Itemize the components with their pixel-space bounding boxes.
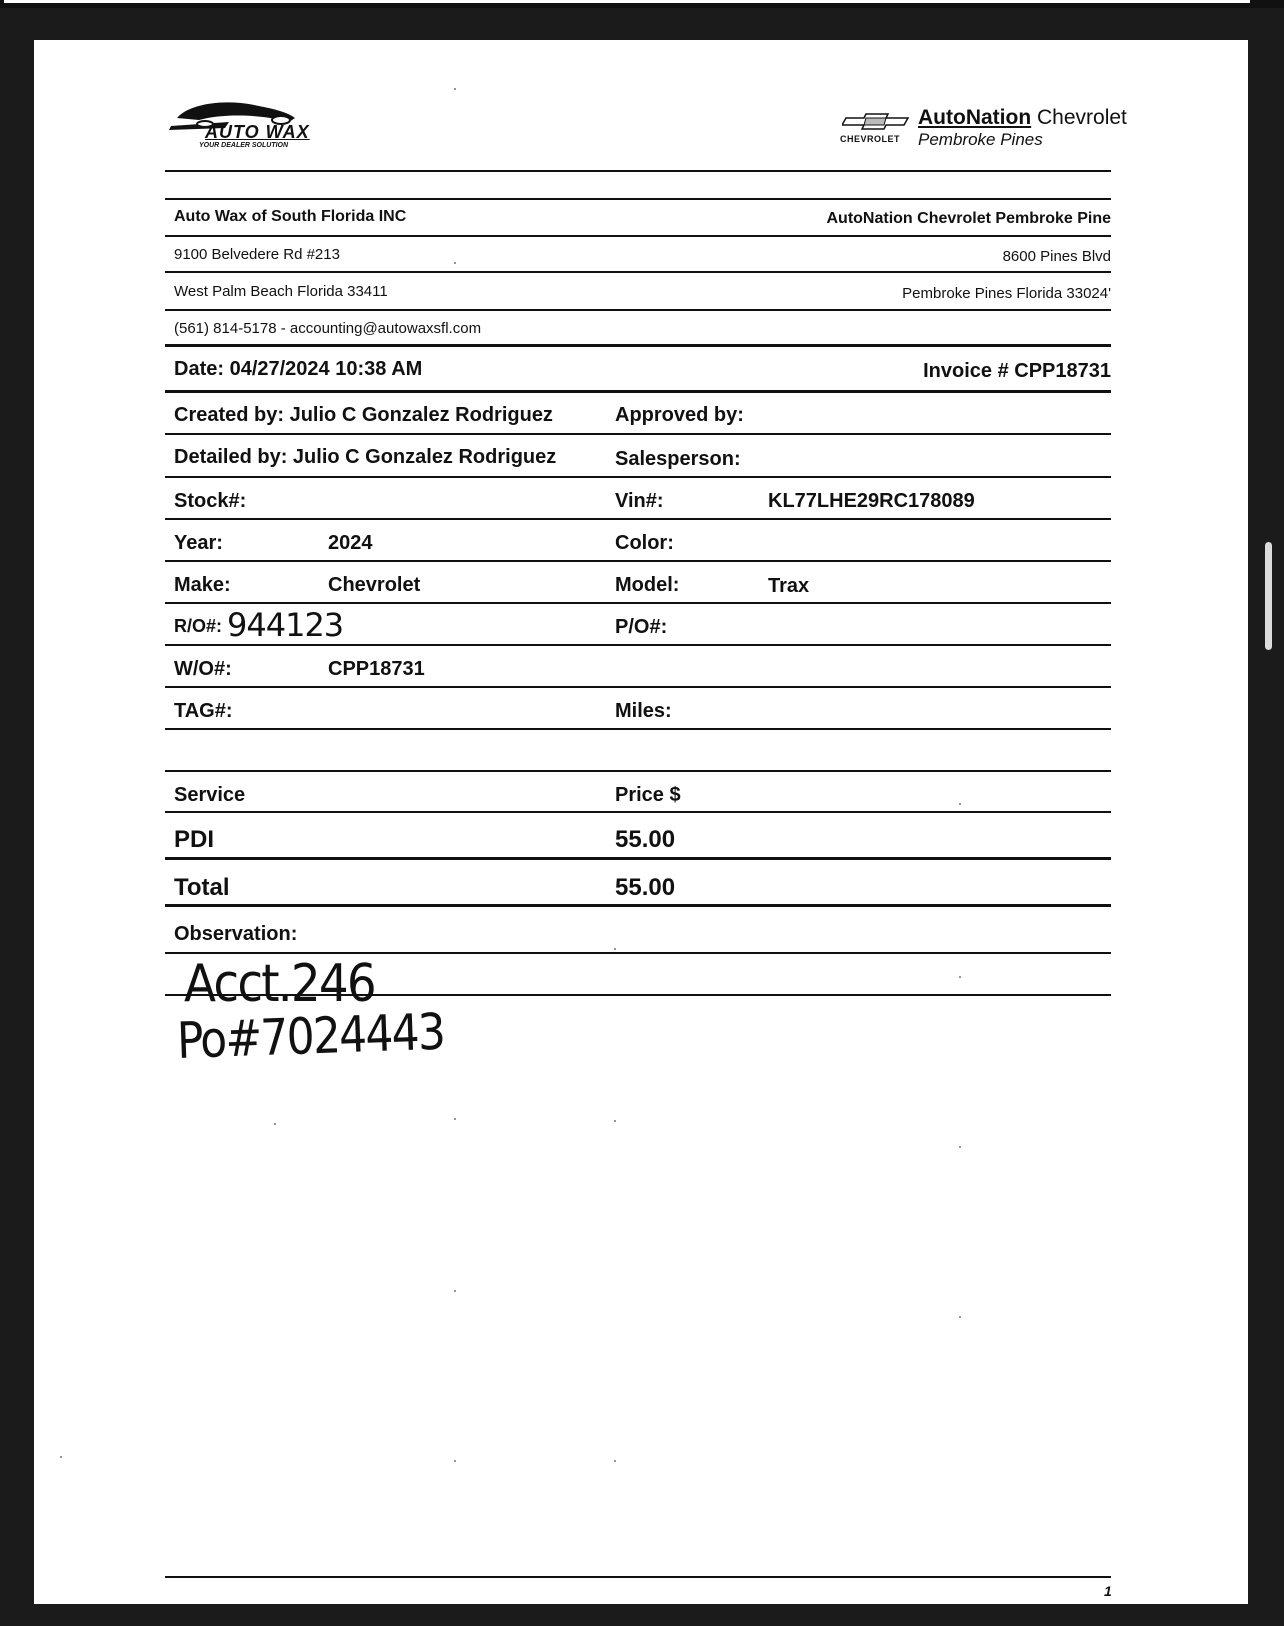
scan-speck <box>614 948 616 950</box>
scan-speck <box>959 803 961 805</box>
salesperson-label: Salesperson: <box>615 448 741 470</box>
autonation-sub: Pembroke Pines <box>918 130 1043 149</box>
divider <box>165 518 1111 520</box>
color-label: Color: <box>615 532 674 554</box>
divider <box>165 433 1111 435</box>
divider <box>165 476 1111 478</box>
divider <box>165 560 1111 562</box>
scan-speck <box>454 1460 456 1462</box>
handwritten-account-note: Acct.246 <box>184 954 375 1014</box>
scan-speck <box>959 1146 961 1148</box>
divider <box>165 390 1111 393</box>
customer-address: 8600 Pines Blvd <box>1002 248 1111 265</box>
divider <box>165 309 1111 311</box>
divider <box>165 770 1111 772</box>
divider <box>165 198 1111 200</box>
autonation-chevrolet-logo <box>834 104 1127 154</box>
scan-speck <box>454 1290 456 1292</box>
scan-speck <box>959 976 961 978</box>
divider <box>165 271 1111 273</box>
miles-label: Miles: <box>615 700 672 722</box>
scan-speck <box>614 1120 616 1122</box>
ro-label: R/O#: <box>174 616 223 636</box>
chevrolet-word: CHEVROLET <box>840 134 901 144</box>
divider <box>165 686 1111 688</box>
service-column-header: Service <box>174 784 246 806</box>
scan-speck <box>614 1460 616 1462</box>
chevrolet-bowtie-icon <box>842 112 912 130</box>
year-label: Year: <box>174 532 223 554</box>
tag-label: TAG#: <box>174 700 233 722</box>
make-label: Make: <box>174 574 231 596</box>
page-number: 1 <box>1104 1583 1112 1599</box>
invoice-date: Date: 04/27/2024 10:38 AM <box>174 358 423 380</box>
customer-name: AutoNation Chevrolet Pembroke Pine <box>826 210 1111 227</box>
vin-label: Vin#: <box>615 490 664 512</box>
divider <box>165 170 1111 172</box>
customer-city: Pembroke Pines Florida 33024' <box>902 285 1111 302</box>
footer-divider <box>165 1576 1111 1578</box>
autowax-logo <box>169 98 310 154</box>
divider <box>165 344 1111 347</box>
autonation-brand-rest: Chevrolet <box>1037 106 1127 129</box>
divider <box>165 811 1111 813</box>
ro-handwritten: 944123 <box>227 606 344 644</box>
approved-by-label: Approved by: <box>615 404 744 426</box>
wo-label: W/O#: <box>174 658 232 680</box>
total-value: 55.00 <box>615 874 676 901</box>
handwritten-po-note: Po#7024443 <box>176 1002 445 1070</box>
scan-speck <box>60 1456 62 1458</box>
service-name: PDI <box>174 826 215 853</box>
divider <box>165 857 1111 860</box>
scan-speck <box>454 262 456 264</box>
scan-speck <box>454 88 456 90</box>
observation-label: Observation: <box>174 923 298 945</box>
divider <box>165 602 1111 604</box>
previous-page-edge <box>4 0 1250 3</box>
vendor-contact: (561) 814-5178 - accounting@autowaxsfl.com <box>174 320 482 337</box>
divider <box>165 728 1111 730</box>
scan-speck <box>274 1123 276 1125</box>
invoice-page <box>34 40 1248 1604</box>
autowax-tagline: YOUR DEALER SOLUTION <box>199 142 289 149</box>
divider <box>165 235 1111 237</box>
vin-value: KL77LHE29RC178089 <box>768 490 975 512</box>
total-label: Total <box>174 874 230 901</box>
detailed-by: Detailed by: Julio C Gonzalez Rodriguez <box>174 446 557 468</box>
vendor-address: 9100 Belvedere Rd #213 <box>174 246 340 263</box>
service-price: 55.00 <box>615 826 676 853</box>
wo-value: CPP18731 <box>328 658 425 680</box>
scan-speck <box>959 1316 961 1318</box>
vendor-name: Auto Wax of South Florida INC <box>174 208 407 225</box>
viewer-top-bar <box>0 0 1284 8</box>
divider <box>165 644 1111 646</box>
make-value: Chevrolet <box>328 574 421 596</box>
autonation-brand <box>918 106 1127 130</box>
divider <box>165 904 1111 907</box>
created-by: Created by: Julio C Gonzalez Rodriguez <box>174 404 553 426</box>
po-label: P/O#: <box>615 616 668 638</box>
model-value: Trax <box>768 575 810 597</box>
year-value: 2024 <box>328 532 373 554</box>
vertical-scrollbar[interactable] <box>1265 542 1272 650</box>
vendor-city: West Palm Beach Florida 33411 <box>174 283 388 300</box>
invoice-number: Invoice # CPP18731 <box>923 360 1111 382</box>
scan-speck <box>454 1118 456 1120</box>
autowax-brand: AUTO WAX <box>205 122 310 142</box>
autonation-brand-bold: AutoNation <box>918 106 1032 129</box>
stock-label: Stock#: <box>174 490 247 512</box>
price-column-header: Price $ <box>615 784 681 806</box>
model-label: Model: <box>615 574 680 596</box>
